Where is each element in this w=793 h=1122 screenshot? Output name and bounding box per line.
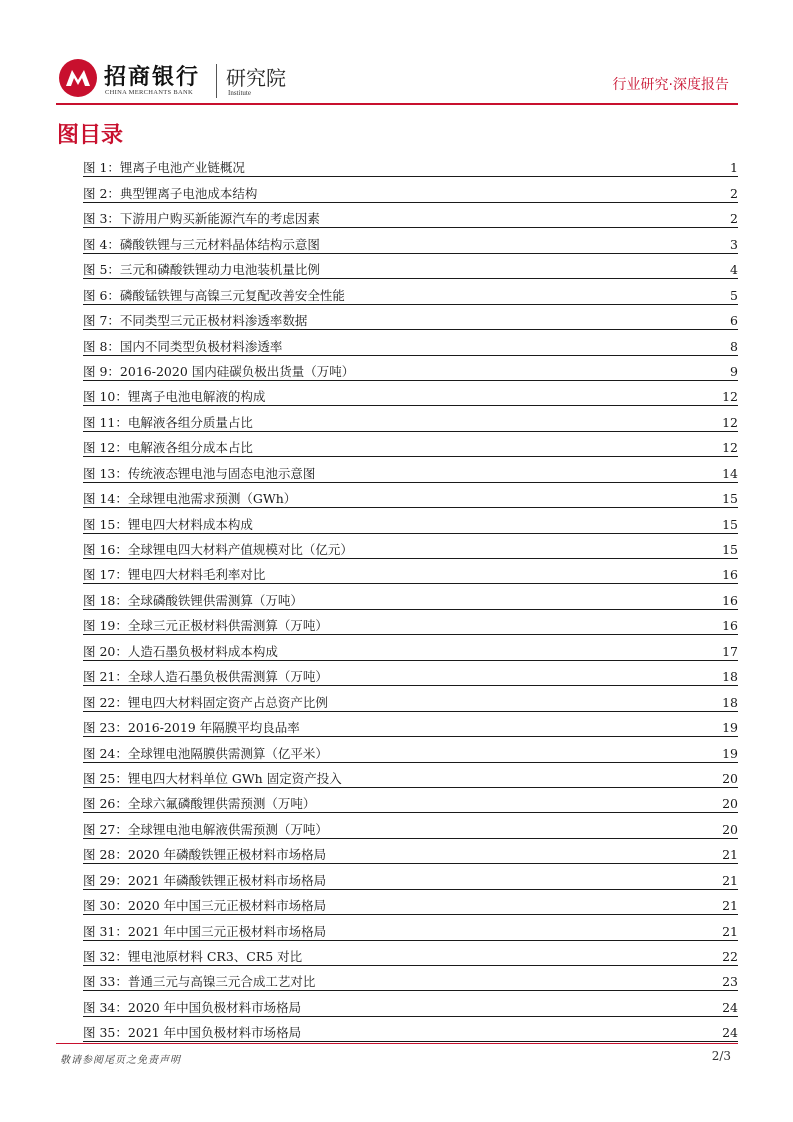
toc-entry[interactable] — [83, 203, 738, 228]
toc-entry-page: 2 — [730, 211, 738, 227]
toc-entry[interactable] — [83, 584, 738, 609]
footer-disclaimer: 敬请参阅尾页之免责声明 — [60, 1055, 181, 1066]
toc-entry-label: 图 14：全球锂电池需求预测（GWh） — [83, 491, 297, 507]
toc-entry[interactable] — [83, 559, 738, 584]
toc-entry-label: 图 18：全球磷酸铁锂供需测算（万吨） — [83, 592, 303, 608]
toc-entry-label: 图 21：全球人造石墨负极供需测算（万吨） — [83, 669, 328, 685]
bank-name-cn: 招商银行 — [104, 65, 201, 90]
header-divider — [216, 64, 217, 98]
toc-entry-page: 20 — [722, 821, 738, 837]
toc-entry[interactable] — [83, 813, 738, 838]
toc-entry-page: 21 — [722, 847, 738, 863]
toc-entry[interactable] — [83, 763, 738, 788]
toc-entry-page: 21 — [722, 872, 738, 888]
toc-entry[interactable] — [83, 457, 738, 482]
toc-entry-page: 18 — [722, 694, 738, 710]
toc-entry-page: 14 — [722, 465, 738, 481]
toc-entry-label: 图 32：锂电池原材料 CR3、CR5 对比 — [83, 949, 303, 964]
toc-entry[interactable] — [83, 356, 738, 381]
toc-entry-label: 图 20：人造石墨负极材料成本构成 — [83, 643, 278, 659]
page-number: 2/3 — [711, 1049, 731, 1063]
toc-entry-page: 15 — [722, 542, 738, 557]
toc-entry[interactable] — [83, 1017, 738, 1042]
toc-entry-label: 图 13：传统液态锂电池与固态电池示意图 — [83, 465, 316, 481]
institute-name-cn: 研究院 — [226, 66, 286, 90]
toc-entry-page: 1 — [730, 160, 738, 176]
toc-entry-page: 20 — [722, 770, 738, 786]
toc-entry-label: 图 27：全球锂电池电解液供需预测（万吨） — [83, 821, 328, 837]
toc-entry-label: 图 19：全球三元正极材料供需测算（万吨） — [83, 618, 328, 634]
toc-entry-label: 图 12：电解液各组分成本占比 — [83, 440, 253, 456]
toc-entry[interactable] — [83, 915, 738, 940]
toc-entry[interactable] — [83, 279, 738, 304]
toc-entry[interactable] — [83, 330, 738, 355]
toc-entry-page: 21 — [722, 898, 738, 914]
footer-rule — [56, 1043, 738, 1044]
toc-entry[interactable] — [83, 839, 738, 864]
toc-entry-label: 图 9：2016-2020 国内硅碳负极出货量（万吨） — [83, 363, 355, 379]
toc-entry-page: 9 — [730, 363, 738, 379]
toc-entry-label: 图 22：锂电四大材料固定资产占总资产比例 — [83, 694, 328, 710]
toc-entry-label: 图 24：全球锂电池隔膜供需测算（亿平米） — [83, 745, 328, 761]
toc-entry-page: 16 — [722, 567, 738, 583]
toc-entry-label: 图 5：三元和磷酸铁锂动力电池装机量比例 — [83, 262, 320, 278]
toc-entry-page: 8 — [730, 338, 738, 354]
toc-entry-page: 16 — [722, 592, 738, 608]
toc-entry[interactable] — [83, 254, 738, 279]
toc-entry-page: 24 — [722, 1025, 738, 1041]
toc-entry-label: 图 4：磷酸铁锂与三元材料晶体结构示意图 — [83, 236, 320, 252]
toc-entry[interactable] — [83, 508, 738, 533]
toc-entry[interactable] — [83, 406, 738, 431]
toc-entry-page: 16 — [722, 618, 738, 634]
toc-entry-page: 5 — [730, 287, 738, 303]
toc-entry[interactable] — [83, 610, 738, 635]
toc-entry[interactable] — [83, 381, 738, 406]
toc-entry[interactable] — [83, 864, 738, 889]
cmb-logo-icon — [58, 58, 98, 98]
toc-entry-label: 图 10：锂离子电池电解液的构成 — [83, 389, 266, 405]
toc-entry[interactable] — [83, 991, 738, 1016]
toc-entry[interactable] — [83, 661, 738, 686]
toc-entry-page: 15 — [722, 491, 738, 507]
toc-entry[interactable] — [83, 890, 738, 915]
page-header — [0, 0, 793, 110]
toc-entry-page: 23 — [722, 974, 738, 990]
toc-entry-label: 图 17：锂电四大材料毛利率对比 — [83, 567, 266, 583]
report-type: 行业研究·深度报告 — [612, 77, 729, 93]
toc-entry-page: 6 — [730, 313, 738, 329]
toc-entry[interactable] — [83, 534, 738, 559]
toc-entry[interactable] — [83, 305, 738, 330]
toc-entry-page: 3 — [730, 236, 738, 252]
toc-entry[interactable] — [83, 966, 738, 991]
toc-entry[interactable] — [83, 941, 738, 966]
toc-entry[interactable] — [83, 228, 738, 253]
toc-entry-page: 4 — [730, 262, 738, 278]
toc-entry-label: 图 26：全球六氟磷酸锂供需预测（万吨） — [83, 796, 316, 812]
header-rule — [56, 103, 738, 105]
toc-entry-page: 24 — [722, 999, 738, 1015]
toc-entry[interactable] — [83, 712, 738, 737]
toc-entry-label: 图 15：锂电四大材料成本构成 — [83, 516, 253, 532]
bank-name-en: CHINA MERCHANTS BANK — [105, 89, 193, 96]
toc-entry-label: 图 16：全球锂电四大材料产值规模对比（亿元） — [83, 542, 353, 557]
toc-entry-page: 2 — [730, 185, 738, 201]
toc-entry-label: 图 1：锂离子电池产业链概况 — [83, 160, 245, 176]
toc-entry-page: 20 — [722, 796, 738, 812]
toc-entry-label: 图 29：2021 年磷酸铁锂正极材料市场格局 — [83, 872, 327, 888]
institute-name-en: Institute — [228, 89, 251, 97]
toc-entry-label: 图 2：典型锂离子电池成本结构 — [83, 185, 258, 201]
section-title: 图目录 — [57, 123, 124, 148]
toc-entry-label: 图 30：2020 年中国三元正极材料市场格局 — [83, 898, 327, 914]
toc-entry-label: 图 11：电解液各组分质量占比 — [83, 414, 253, 430]
toc-entry-label: 图 6：磷酸锰铁锂与高镍三元复配改善安全性能 — [83, 287, 345, 303]
toc-entry-label: 图 23：2016-2019 年隔膜平均良品率 — [83, 720, 300, 736]
toc-entry[interactable] — [83, 788, 738, 813]
toc-entry-label: 图 35：2021 年中国负极材料市场格局 — [83, 1025, 302, 1041]
toc-entry-page: 18 — [722, 669, 738, 685]
toc-entry-page: 15 — [722, 516, 738, 532]
toc-entry-label: 图 3：下游用户购买新能源汽车的考虑因素 — [83, 211, 320, 227]
toc-entry-page: 12 — [722, 440, 738, 456]
toc-entry-label: 图 25：锂电四大材料单位 GWh 固定资产投入 — [83, 770, 342, 786]
toc-entry-page: 21 — [722, 923, 738, 939]
toc-entry-label: 图 28：2020 年磷酸铁锂正极材料市场格局 — [83, 847, 327, 863]
toc-entry-label: 图 7：不同类型三元正极材料渗透率数据 — [83, 313, 308, 329]
figure-toc — [83, 152, 738, 1042]
toc-entry-page: 12 — [722, 389, 738, 405]
toc-entry[interactable] — [83, 483, 738, 508]
toc-entry-label: 图 8：国内不同类型负极材料渗透率 — [83, 338, 283, 354]
toc-entry-label: 图 34：2020 年中国负极材料市场格局 — [83, 999, 302, 1015]
toc-entry[interactable] — [83, 152, 738, 177]
toc-entry-page: 22 — [722, 949, 738, 964]
toc-entry[interactable] — [83, 635, 738, 660]
toc-entry-page: 17 — [722, 643, 738, 659]
toc-entry[interactable] — [83, 177, 738, 202]
toc-entry-page: 19 — [722, 720, 738, 736]
toc-entry-label: 图 33：普通三元与高镍三元合成工艺对比 — [83, 974, 316, 990]
toc-entry-page: 12 — [722, 414, 738, 430]
toc-entry[interactable] — [83, 686, 738, 711]
toc-entry-page: 19 — [722, 745, 738, 761]
toc-entry[interactable] — [83, 737, 738, 762]
toc-entry[interactable] — [83, 432, 738, 457]
toc-entry-label: 图 31：2021 年中国三元正极材料市场格局 — [83, 923, 327, 939]
